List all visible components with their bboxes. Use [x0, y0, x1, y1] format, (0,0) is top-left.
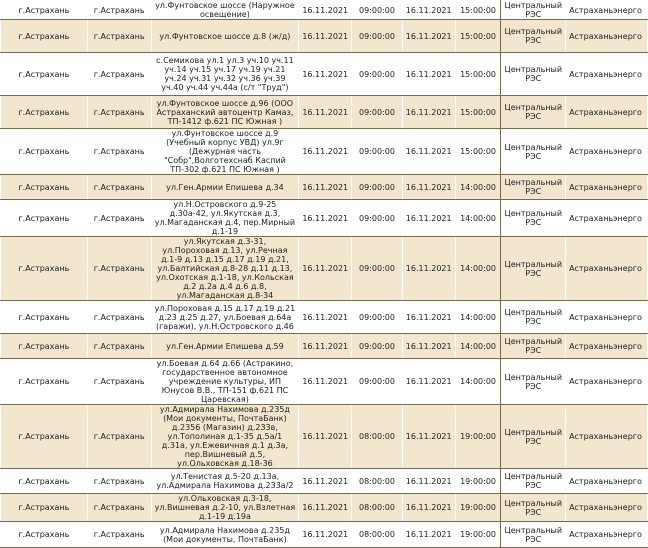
address-cell: ул.Ген.Армии Епишева д.59 [151, 334, 299, 359]
start-date-cell: 16.11.2021 [299, 129, 352, 175]
company-cell: Астраханьэнерго [566, 200, 648, 237]
district-cell: Центральный РЭС [501, 129, 566, 175]
table-row [1, 522, 648, 548]
start-time-cell: 09:00:00 [352, 175, 403, 200]
city-cell: г.Астрахань [87, 1, 151, 20]
city-cell: г.Астрахань [87, 405, 151, 469]
start-time-cell: 09:00:00 [352, 334, 403, 359]
company-cell: Астраханьэнерго [566, 334, 648, 359]
city-cell: г.Астрахань [87, 175, 151, 200]
end-time-cell: 19:00:00 [455, 522, 501, 548]
company-cell: Астраханьэнерго [566, 175, 648, 200]
end-date-cell: 16.11.2021 [402, 96, 455, 129]
region-cell: г.Астрахань [1, 301, 88, 334]
end-time-cell: 14:00:00 [455, 359, 501, 405]
district-cell: Центральный РЭС [501, 53, 566, 96]
region-cell: г.Астрахань [1, 200, 88, 237]
start-time-cell: 09:00:00 [352, 96, 403, 129]
table-row [1, 237, 648, 301]
start-time-cell: 08:00:00 [352, 405, 403, 469]
end-date-cell: 16.11.2021 [402, 405, 455, 469]
start-date-cell: 16.11.2021 [299, 334, 352, 359]
region-cell: г.Астрахань [1, 175, 88, 200]
district-cell: Центральный РЭС [501, 175, 566, 200]
end-date-cell: 16.11.2021 [402, 301, 455, 334]
region-cell: г.Астрахань [1, 53, 88, 96]
address-cell: ул.Адмирала Нахимова д.235д (Мои документы, ПочтаБанк) [151, 522, 299, 548]
start-date-cell: 16.11.2021 [299, 469, 352, 494]
address-cell: ул.Фунтовское шоссе д.8 (ж/д) [151, 20, 299, 53]
company-cell: Астраханьэнерго [566, 129, 648, 175]
end-date-cell: 16.11.2021 [402, 334, 455, 359]
table-row [1, 20, 648, 53]
district-cell: Центральный РЭС [501, 20, 566, 53]
district-cell: Центральный РЭС [501, 334, 566, 359]
region-cell: г.Астрахань [1, 522, 88, 548]
end-time-cell: 19:00:00 [455, 494, 501, 522]
end-time-cell: 15:00:00 [455, 53, 501, 96]
region-cell: г.Астрахань [1, 494, 88, 522]
end-time-cell: 14:00:00 [455, 334, 501, 359]
end-date-cell: 16.11.2021 [402, 200, 455, 237]
end-date-cell: 16.11.2021 [402, 175, 455, 200]
region-cell: г.Астрахань [1, 237, 88, 301]
company-cell: Астраханьэнерго [566, 522, 648, 548]
start-date-cell: 16.11.2021 [299, 1, 352, 20]
address-cell: ул.Ген.Армии Епишева д.34 [151, 175, 299, 200]
address-cell: ул.Якутская д.3-31, ул.Пороховая д.13, ул.Речная д.1-9 д.13 д.15 д.17 д.19 д.21, ул.Балтийская д.8-28 д.11 д.13, ул.Охотская д.1-18, ул.Кольская д.2 д.2а д.4 д.6 д.8, ул.Магаданская д.8-34 [151, 237, 299, 301]
end-time-cell: 15:00:00 [455, 96, 501, 129]
company-cell: Астраханьэнерго [566, 494, 648, 522]
start-time-cell: 09:00:00 [352, 20, 403, 53]
address-cell: ул.Фунтовское шоссе д.9 (Учебный корпус УВД) ул.9г (Дежурная часть "Собр",Волготехснаб Каспий ТП-302 ф.621 ПС Южная ) [151, 129, 299, 175]
table-row [1, 96, 648, 129]
start-date-cell: 16.11.2021 [299, 53, 352, 96]
district-cell: Центральный РЭС [501, 494, 566, 522]
district-cell: Центральный РЭС [501, 301, 566, 334]
end-time-cell: 15:00:00 [455, 129, 501, 175]
address-cell: ул.Пороховая д.15 д.17 д.19 д.21 д.23 д.25 д.27, ул.Боевая д.64а (гаражи), ул.Н.Островского д.46 [151, 301, 299, 334]
address-cell: ул.Боевая д.64 д.66 (Астракино, государственное автономное учреждение культуры, ИП Юнусов В.В., ТП-151 ф.621 ПС Царевская) [151, 359, 299, 405]
city-cell: г.Астрахань [87, 469, 151, 494]
city-cell: г.Астрахань [87, 334, 151, 359]
region-cell: г.Астрахань [1, 405, 88, 469]
district-cell: Центральный РЭС [501, 522, 566, 548]
start-date-cell: 16.11.2021 [299, 237, 352, 301]
address-cell: ул.Фунтовское шоссе (Наружное освещение) [151, 1, 299, 20]
city-cell: г.Астрахань [87, 20, 151, 53]
region-cell: г.Астрахань [1, 469, 88, 494]
end-date-cell: 16.11.2021 [402, 20, 455, 53]
district-cell: Центральный РЭС [501, 469, 566, 494]
address-cell: ул.Тенистая д.5-20 д.13а, ул.Адмирала Нахимова д.233а/2 [151, 469, 299, 494]
start-date-cell: 16.11.2021 [299, 301, 352, 334]
end-time-cell: 19:00:00 [455, 469, 501, 494]
city-cell: г.Астрахань [87, 494, 151, 522]
start-time-cell: 08:00:00 [352, 522, 403, 548]
end-date-cell: 16.11.2021 [402, 53, 455, 96]
table-row [1, 200, 648, 237]
end-date-cell: 16.11.2021 [402, 469, 455, 494]
end-time-cell: 14:00:00 [455, 301, 501, 334]
end-time-cell: 14:00:00 [455, 175, 501, 200]
end-time-cell: 14:00:00 [455, 237, 501, 301]
start-time-cell: 09:00:00 [352, 359, 403, 405]
start-time-cell: 08:00:00 [352, 494, 403, 522]
city-cell: г.Астрахань [87, 301, 151, 334]
table-row [1, 359, 648, 405]
end-date-cell: 16.11.2021 [402, 359, 455, 405]
end-date-cell: 16.11.2021 [402, 237, 455, 301]
end-date-cell: 16.11.2021 [402, 522, 455, 548]
table-row [1, 301, 648, 334]
company-cell: Астраханьэнерго [566, 96, 648, 129]
city-cell: г.Астрахань [87, 96, 151, 129]
city-cell: г.Астрахань [87, 237, 151, 301]
district-cell: Центральный РЭС [501, 359, 566, 405]
end-time-cell: 15:00:00 [455, 1, 501, 20]
city-cell: г.Астрахань [87, 129, 151, 175]
table-row [1, 1, 648, 20]
start-time-cell: 09:00:00 [352, 200, 403, 237]
start-date-cell: 16.11.2021 [299, 200, 352, 237]
city-cell: г.Астрахань [87, 200, 151, 237]
table-row [1, 334, 648, 359]
start-time-cell: 09:00:00 [352, 53, 403, 96]
city-cell: г.Астрахань [87, 359, 151, 405]
start-time-cell: 09:00:00 [352, 301, 403, 334]
start-date-cell: 16.11.2021 [299, 20, 352, 53]
start-date-cell: 16.11.2021 [299, 522, 352, 548]
company-cell: Астраханьэнерго [566, 301, 648, 334]
address-cell: с.Семикова ул.1 ул.3 уч.10 уч.11 уч.14 уч.15 уч.17 уч.19 уч.21 уч.24 уч.31 уч.32 уч.36 уч.39 уч.40 уч.44 уч.44а (с/т "Труд") [151, 53, 299, 96]
company-cell: Астраханьэнерго [566, 469, 648, 494]
region-cell: г.Астрахань [1, 359, 88, 405]
district-cell: Центральный РЭС [501, 200, 566, 237]
table-row [1, 53, 648, 96]
address-cell: ул.Адмирала Нахимова д.235д (Мои документы, ПочтаБанк) д.2356 (Магазин) д.233в, ул.Тополиная д.1-35 д.5а/1 д.31а, ул.Ежевичная д.1 д.3а, пер.Вишневый д.5, ул.Ольховская д.18-36 [151, 405, 299, 469]
region-cell: г.Астрахань [1, 1, 88, 20]
district-cell: Центральный РЭС [501, 237, 566, 301]
company-cell: Астраханьэнерго [566, 359, 648, 405]
start-date-cell: 16.11.2021 [299, 405, 352, 469]
table-row [1, 405, 648, 469]
region-cell: г.Астрахань [1, 129, 88, 175]
district-cell: Центральный РЭС [501, 96, 566, 129]
city-cell: г.Астрахань [87, 522, 151, 548]
end-time-cell: 15:00:00 [455, 20, 501, 53]
company-cell: Астраханьэнерго [566, 20, 648, 53]
start-date-cell: 16.11.2021 [299, 359, 352, 405]
end-time-cell: 19:00:00 [455, 405, 501, 469]
end-date-cell: 16.11.2021 [402, 129, 455, 175]
start-time-cell: 08:00:00 [352, 469, 403, 494]
start-time-cell: 09:00:00 [352, 129, 403, 175]
table-row [1, 469, 648, 494]
region-cell: г.Астрахань [1, 334, 88, 359]
address-cell: ул.Ольховская д.3-18, ул.Вишневая д.2-10, ул.Взлетная д.1-19 д.19а [151, 494, 299, 522]
company-cell: Астраханьэнерго [566, 53, 648, 96]
end-date-cell: 16.11.2021 [402, 1, 455, 20]
start-date-cell: 16.11.2021 [299, 96, 352, 129]
district-cell: Центральный РЭС [501, 405, 566, 469]
address-cell: ул.Фунтовское шоссе д.96 (ООО Астраханский автоцентр Камаз, ТП-1412 ф.621 ПС Южная ) [151, 96, 299, 129]
end-date-cell: 16.11.2021 [402, 494, 455, 522]
company-cell: Астраханьэнерго [566, 237, 648, 301]
table-row [1, 494, 648, 522]
company-cell: Астраханьэнерго [566, 1, 648, 20]
region-cell: г.Астрахань [1, 96, 88, 129]
table-body [1, 1, 648, 548]
start-time-cell: 09:00:00 [352, 237, 403, 301]
city-cell: г.Астрахань [87, 53, 151, 96]
start-date-cell: 16.11.2021 [299, 175, 352, 200]
start-date-cell: 16.11.2021 [299, 494, 352, 522]
address-cell: ул.Н.Островского д.9-25 д.30а-42, ул.Якутская д.3, ул.Магаданская д.4, пер.Мирный д.1-19 [151, 200, 299, 237]
end-time-cell: 14:00:00 [455, 200, 501, 237]
company-cell: Астраханьэнерго [566, 405, 648, 469]
table-row [1, 129, 648, 175]
table-row [1, 175, 648, 200]
district-cell: Центральный РЭС [501, 1, 566, 20]
start-time-cell: 09:00:00 [352, 1, 403, 20]
region-cell: г.Астрахань [1, 20, 88, 53]
